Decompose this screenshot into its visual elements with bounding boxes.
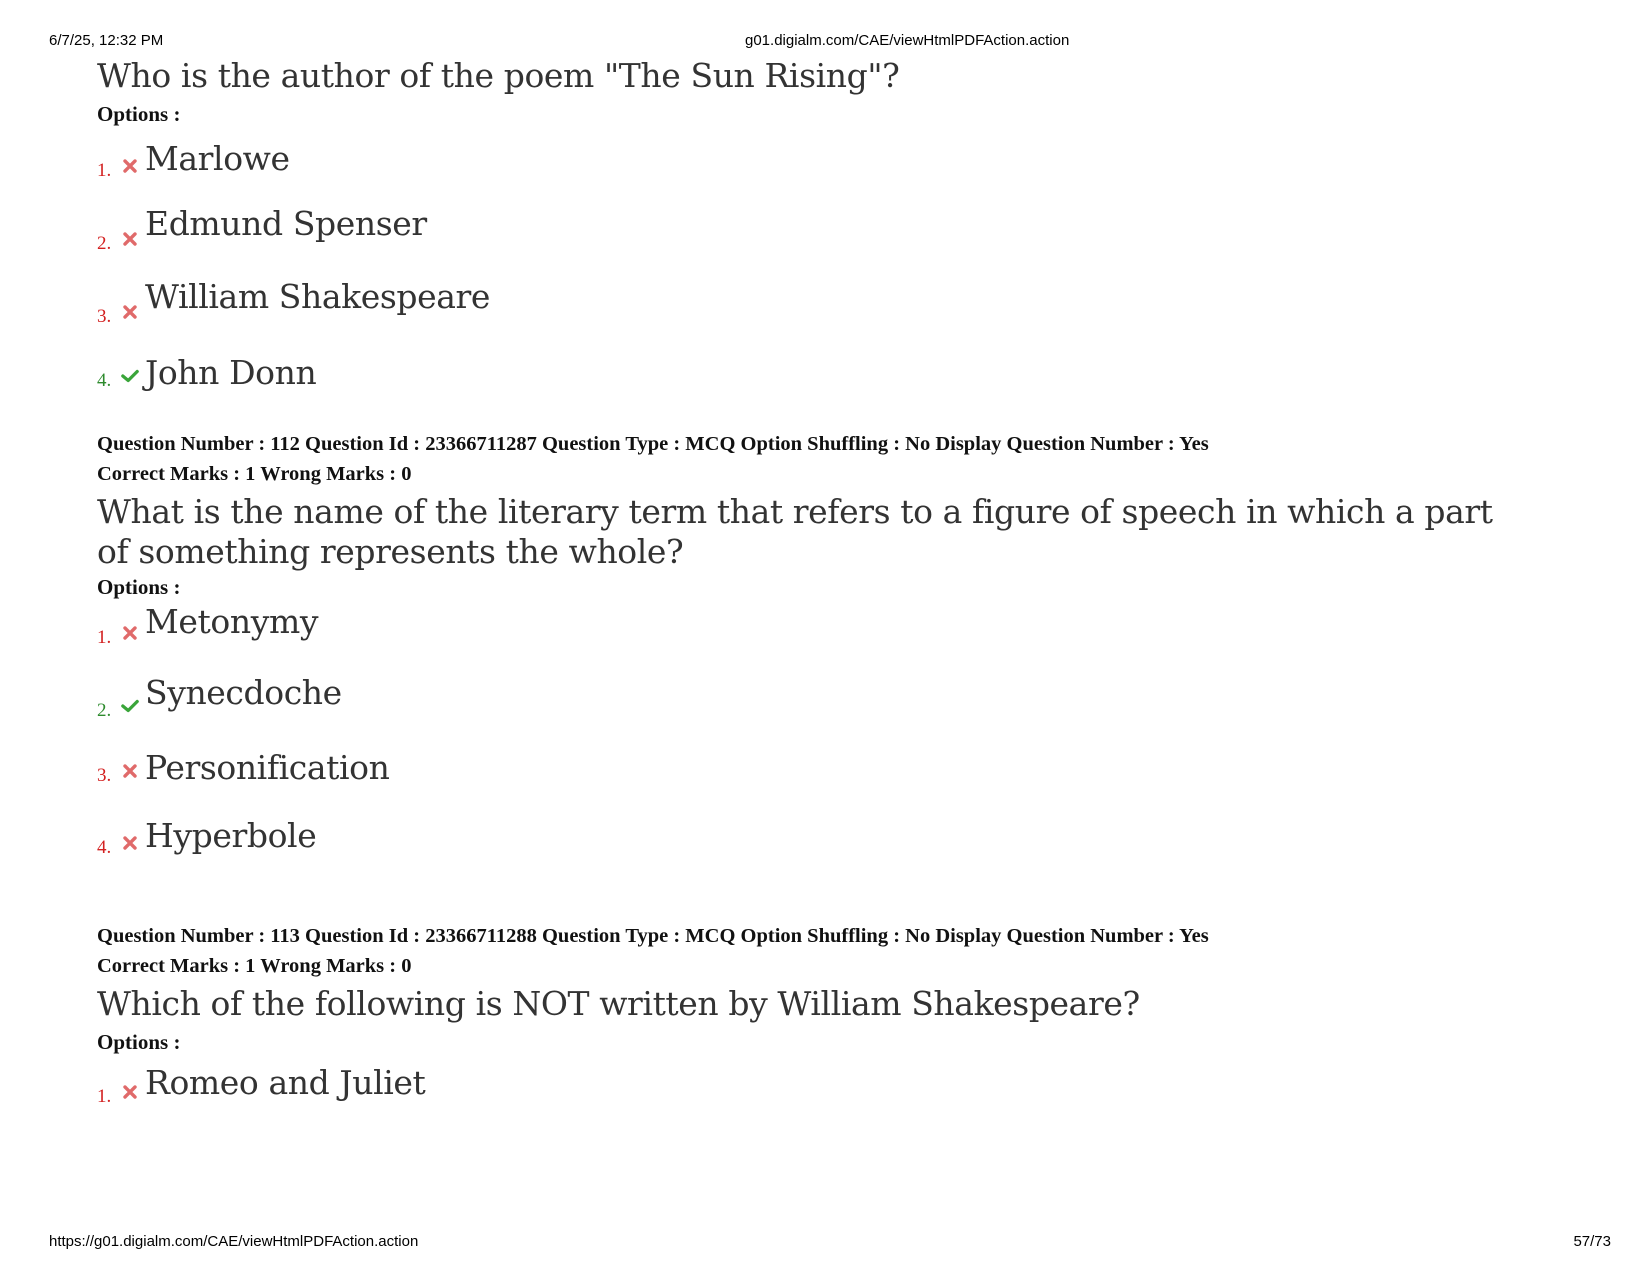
cross-icon [121,303,139,321]
cross-icon [121,624,139,642]
print-footer-url: https://g01.digialm.com/CAE/viewHtmlPDFAction.action [49,1233,419,1250]
check-icon [121,697,139,715]
cross-icon [121,1083,139,1101]
question-text: Which of the following is NOT written by William Shakespeare? [97,984,1140,1023]
option-number: 3. [97,306,112,327]
option-number: 4. [97,370,112,391]
page-number: 57/73 [1573,1233,1611,1250]
question-marks: Correct Marks : 1 Wrong Marks : 0 [97,955,412,977]
print-header-url: g01.digialm.com/CAE/viewHtmlPDFAction.action [745,32,1070,49]
cross-icon [121,834,139,852]
option-text: John Donn [145,353,317,392]
option-text: Marlowe [145,139,290,178]
question-text-line-2: of something represents the whole? [97,532,684,571]
options-heading: Options : [97,102,181,126]
question-meta: Question Number : 112 Question Id : 23366711287 Question Type : MCQ Option Shuffling : No Display Question Number : Yes [97,433,1209,455]
question-block-113 [97,921,1517,1107]
cross-icon [121,230,139,248]
cross-icon [121,157,139,175]
question-block-112 [97,429,1517,858]
option-number: 3. [97,765,112,786]
question-marks: Correct Marks : 1 Wrong Marks : 0 [97,463,412,485]
option-text: William Shakespeare [145,277,491,316]
option-text: Hyperbole [145,816,317,855]
question-text-line-1: What is the name of the literary term that refers to a figure of speech in which a part [97,492,1493,531]
option-number: 4. [97,837,112,858]
option-number: 1. [97,1086,112,1107]
question-meta: Question Number : 113 Question Id : 23366711288 Question Type : MCQ Option Shuffling : No Display Question Number : Yes [97,925,1209,947]
option-number: 1. [97,627,112,648]
option-text: Personification [145,748,390,787]
option-number: 2. [97,233,112,254]
question-text: Who is the author of the poem "The Sun Rising"? [97,56,900,95]
option-text: Synecdoche [145,673,342,712]
cross-icon [121,762,139,780]
check-icon [121,367,139,385]
option-number: 2. [97,700,112,721]
options-heading: Options : [97,1030,181,1054]
question-block-111 [97,52,1517,392]
option-text: Metonymy [145,602,319,641]
options-heading: Options : [97,575,181,599]
option-text: Romeo and Juliet [145,1063,426,1102]
print-datetime: 6/7/25, 12:32 PM [49,32,164,49]
option-text: Edmund Spenser [145,204,427,243]
option-number: 1. [97,160,112,181]
